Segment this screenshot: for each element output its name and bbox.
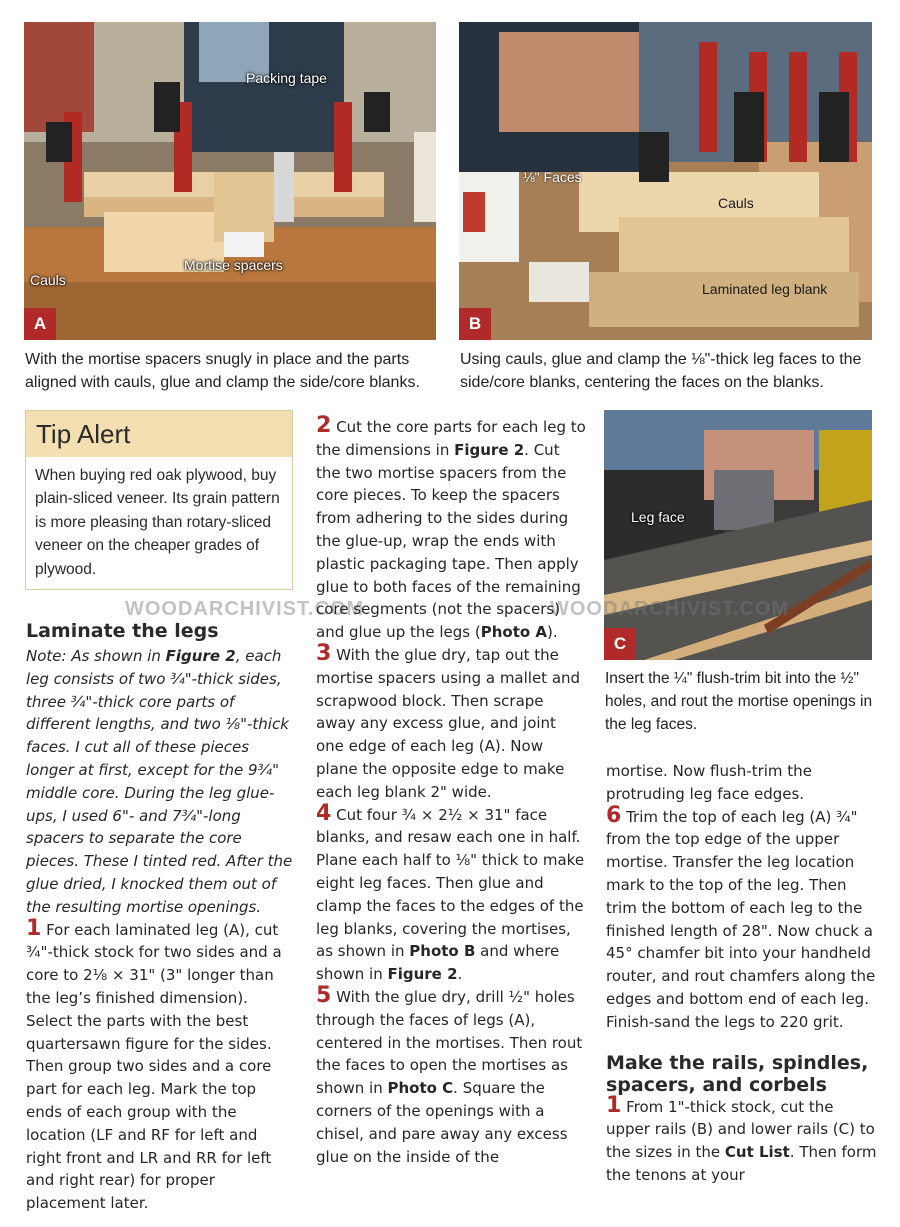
- note-rest: , each leg consists of two ¾"-thick sides, three ¾"-thick core parts of different lengths, and two ⅛"-thick faces. I cut all of these pieces longer at first, except for the 9¾" middle core. During the leg glue-ups, I used 6"- and 7¾"-long spacers to separate the core pieces. These I tinted red. After the glue dried, I knocked them out of the resulting mortise openings.: [26, 647, 293, 916]
- rails-step-1-number: 1: [606, 1092, 622, 1118]
- column-3: [606, 760, 878, 1187]
- section-title-rails: Make the rails, spindles, spacers, and corbels: [606, 1051, 869, 1096]
- step-1-text: For each laminated leg (A), cut ¾"-thick stock for two sides and a core to 2⅛ × 31" (3" longer than the leg’s finished dimension). Select the parts with the best quartersawn figure for the sides. Then group two sides and a core part for each leg. Mark the top ends of each group with the location (LF and RF for left and right front and LR and RR for left and right rear) for proper placement later.: [26, 920, 282, 1213]
- step-4-figure-ref: Figure 2: [387, 965, 458, 984]
- rails-step-1-text-b: . Then form the tenons at your: [606, 1143, 877, 1184]
- note-prefix: Note: As shown in: [26, 647, 166, 665]
- label-mortise-spacers: Mortise spacers: [184, 257, 283, 273]
- tip-alert-title: Tip Alert: [26, 411, 292, 457]
- step-2-photo-ref: Photo A: [480, 623, 548, 642]
- step-5: [316, 982, 586, 1168]
- label-leg-face: Leg face: [631, 509, 685, 525]
- step-4-photo-ref: Photo B: [409, 942, 476, 961]
- step-5-continued: mortise. Now flush-trim the protruding leg face edges.: [606, 762, 812, 803]
- step-6-number: 6: [606, 802, 622, 828]
- caption-photo-c: Insert the ¼" flush-trim bit into the ½" holes, and rout the mortise openings in the leg faces.: [605, 670, 873, 733]
- step-5-number: 5: [316, 982, 332, 1008]
- step-2-text-a: Cut the core parts for each leg to the dimensions in: [316, 418, 586, 459]
- caption-photo-a: With the mortise spacers snugly in place and the parts aligned with cauls, glue and clamp the side/core blanks.: [25, 351, 420, 391]
- photo-a: [24, 22, 436, 340]
- rails-step-1-cutlist-ref: Cut List: [724, 1143, 790, 1162]
- step-4-text-b: and where shown in: [316, 942, 560, 984]
- photo-badge-b: B: [459, 308, 491, 340]
- step-3: [316, 640, 586, 804]
- step-1-number: 1: [26, 915, 42, 941]
- step-2-text-c: ).: [547, 623, 558, 642]
- step-4-text-c: .: [457, 965, 463, 984]
- label-laminated-leg-blank: Laminated leg blank: [702, 281, 828, 297]
- step-2-figure-ref: Figure 2: [454, 440, 525, 459]
- photo-a-image: [24, 22, 436, 340]
- tip-alert-body: When buying red oak plywood, buy plain-sliced veneer. Its grain pattern is more pleasing than rotary-sliced veneer on the cheaper grades of plywood.: [35, 467, 280, 578]
- step-4-number: 4: [316, 800, 332, 826]
- column-1: [26, 620, 296, 1215]
- photo-badge-a: A: [24, 308, 56, 340]
- step-3-number: 3: [316, 640, 332, 666]
- photo-c-image: [604, 410, 872, 660]
- step-4-text-a: Cut four ¾ × 2½ × 31" face blanks, and resaw each one in half. Plane each half to ⅛" thick to make eight leg faces. Then glue and clamp the faces to the edges of the leg blanks, covering the mortises, as shown in: [316, 805, 585, 961]
- photo-b: [459, 22, 872, 340]
- rails-step-1: [606, 1092, 878, 1187]
- note-figure-ref: Figure 2: [165, 647, 236, 665]
- section-title-laminate-legs: Laminate the legs: [26, 620, 219, 642]
- step-2: [316, 413, 586, 644]
- tip-alert-box: [25, 410, 293, 590]
- step-2-text-b: . Cut the two mortise spacers from the core pieces. To keep the spacers from adhering to the sides during the glue-up, wrap the ends with plastic packaging tape. Then apply glue to both faces of the remaining core segments (not the spacers) and glue up the legs (: [316, 440, 581, 642]
- watermark-right: WOODARCHIVIST.COM: [550, 598, 790, 620]
- section-note: [26, 645, 296, 919]
- label-eighth-faces: ⅛" Faces: [523, 169, 582, 185]
- step-5-photo-ref: Photo C: [387, 1079, 454, 1098]
- step-6-text: Trim the top of each leg (A) ¾" from the top edge of the upper mortise. Transfer the leg location mark to the top of the leg. Then trim the bottom of each leg to the finished length of 28". Now chuck a 45° chamfer bit into your handheld router, and rout chamfers along the edges and bottom end of each leg. Finish-sand the legs to 220 grit.: [606, 807, 876, 1031]
- step-1: [26, 915, 296, 1215]
- step-5-text-a: With the glue dry, drill ½" holes through the faces of legs (A), centered in the mortises. Then rout the faces to open the mortises as shown in: [316, 987, 583, 1098]
- photo-c: [604, 410, 872, 660]
- step-4: [316, 800, 586, 986]
- label-cauls: Cauls: [30, 272, 66, 288]
- column-2: [316, 413, 586, 1168]
- step-6: [606, 802, 878, 1034]
- rails-step-1-text-a: From 1"-thick stock, cut the upper rails (B) and lower rails (C) to the sizes in the: [606, 1097, 875, 1162]
- step-3-text: With the glue dry, tap out the mortise spacers using a mallet and scrapwood block. Then scrape away any excess glue, and joint one edge of each leg (A). Now plane the opposite edge to make each leg blank 2" wide.: [316, 645, 581, 801]
- step-2-number: 2: [316, 413, 332, 438]
- watermark-left: WOODARCHIVIST.COM: [125, 598, 365, 620]
- label-cauls-b: Cauls: [718, 195, 754, 211]
- step-5-text-b: . Square the corners of the openings with a chisel, and pare away any excess glue on the inside of the: [316, 1079, 568, 1166]
- caption-photo-b: Using cauls, glue and clamp the ⅛"-thick leg faces to the side/core blanks, centering the faces on the blanks.: [460, 351, 862, 391]
- label-packing-tape: Packing tape: [246, 70, 327, 86]
- photo-badge-c: C: [604, 628, 636, 660]
